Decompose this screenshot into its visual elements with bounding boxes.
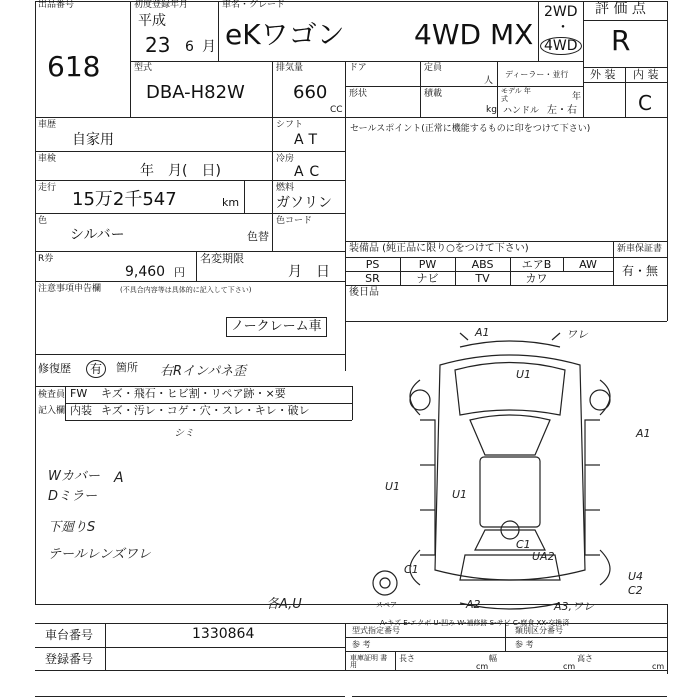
score-label: 評 価 点 — [595, 1, 646, 17]
mark-c1-center: C1 — [516, 538, 531, 551]
mark-c1-left: C1 — [404, 563, 419, 576]
interior-check-label: 内装 — [70, 404, 92, 417]
mark-a1-top: A1 — [475, 326, 490, 339]
mark-u1-left: U1 — [385, 480, 401, 493]
class-number-ref: 参 考 — [515, 640, 534, 649]
ac-label: 冷房 — [276, 154, 295, 164]
r-ticket-label: R券 — [38, 254, 54, 264]
repair-history-label: 修復歴 — [38, 362, 71, 375]
mark-a2: A2 — [466, 598, 481, 611]
interior-items: キズ・汚レ・コゲ・穴・スレ・キレ・破レ — [101, 404, 310, 417]
mark-ua2: UA2 — [532, 550, 555, 563]
color-value: シルバー — [70, 227, 125, 243]
inspection-label: 車検 — [38, 154, 57, 164]
drive-2wd: 2WD — [544, 4, 578, 20]
fuel-label: 燃料 — [276, 183, 295, 193]
width-unit: cm — [563, 662, 576, 671]
record-label: 記入欄 — [38, 406, 66, 416]
equip-aw: AW — [579, 258, 597, 271]
inspection-value: 年 月( 日) — [140, 163, 221, 179]
history-value: 自家用 — [72, 132, 114, 148]
garage-cert-label: 車庫証明 書 用 — [350, 654, 388, 669]
height-unit: cm — [652, 662, 665, 671]
width-label: 幅 — [489, 654, 497, 663]
interior-score: C — [638, 91, 652, 115]
kg-unit: kg — [486, 105, 497, 115]
registration-year: 23 — [145, 33, 171, 57]
dealer-label: ディーラー・並行 — [505, 70, 569, 79]
registration-number-label: 登録番号 — [45, 652, 94, 666]
mileage-value: 15万2千547 — [72, 189, 177, 210]
handwritten-dmirror: Dミラー — [48, 489, 98, 504]
shift-label: シフト — [276, 120, 304, 130]
mark-u4: U4 — [628, 570, 644, 583]
warranty-label: 新車保証書 — [617, 244, 663, 254]
equip-tv: TV — [475, 272, 490, 285]
overall-score: R — [611, 24, 631, 57]
registration-month: 6 — [185, 39, 194, 55]
drive-4wd-circled: 4WD — [540, 37, 582, 55]
type-spec-ref: 参 考 — [352, 640, 371, 649]
repaint-label: 色替 — [247, 230, 269, 243]
displacement-label: 排気量 — [276, 63, 304, 73]
equip-sr: SR — [365, 272, 380, 285]
equip-leather: カワ — [525, 272, 548, 285]
history-label: 車歴 — [38, 120, 57, 130]
fw-label: FW — [70, 387, 88, 400]
ac-value: AC — [294, 164, 326, 180]
mark-a1-right: A1 — [636, 427, 651, 440]
fuel-value: ガソリン — [276, 195, 332, 211]
height-label: 高さ — [577, 654, 593, 663]
person-unit: 人 — [484, 76, 494, 86]
shimi-note: シミ — [174, 428, 194, 439]
first-registration-label: 初度登録年月 — [134, 0, 189, 10]
inspector-label: 検査員 — [38, 390, 66, 400]
mark-a3-wa: A3,ワレ — [554, 600, 595, 613]
car-grade: 4WD MX — [414, 18, 534, 51]
handwritten-wcover: Wカバー — [48, 469, 100, 484]
cc-unit: CC — [330, 105, 343, 115]
yen-unit: 円 — [174, 266, 185, 279]
mark-u1-top: U1 — [516, 368, 532, 381]
km-unit: km — [222, 196, 240, 209]
aftermarket-label: 後日品 — [349, 287, 379, 298]
fw-items: キズ・飛石・ヒビ割・リペア跡・×要 — [101, 387, 286, 400]
equip-abs: ABS — [471, 258, 494, 271]
handwritten-underbody: 下廻りS — [48, 520, 96, 535]
shape-label: 形状 — [349, 89, 368, 99]
damage-legend: A-キズ E-エクボ U-凹み W-補修跡 S-サビ C-腐食 XX-交換済 — [380, 619, 570, 627]
selling-points-label: セールスポイント(正常に機能するものに印をつけて下さい) — [350, 124, 591, 134]
interior-label: 内 装 — [633, 68, 659, 81]
equip-navi: ナビ — [416, 272, 439, 285]
spare-label: スペア — [376, 601, 397, 609]
model-value: DBA-H82W — [146, 82, 245, 103]
handwritten-tail-lens: テールレンズワレ — [48, 547, 151, 562]
mark-u1-center: U1 — [452, 488, 468, 501]
exterior-label: 外 装 — [590, 68, 616, 81]
handwritten-a: A — [114, 470, 124, 486]
era-value: 平成 — [138, 13, 166, 29]
class-number-label: 類別区分番号 — [515, 626, 563, 635]
color-label: 色 — [38, 216, 48, 226]
repair-detail: 右Rインパネ歪 — [160, 364, 247, 379]
month-unit: 月 — [202, 39, 216, 55]
year-unit: 年 — [572, 92, 582, 102]
capacity-label: 定員 — [424, 63, 443, 73]
handle-label: ハンドル — [503, 106, 540, 116]
shift-value: AT — [294, 132, 324, 148]
lot-number: 618 — [47, 50, 101, 83]
handle-value: 左・右 — [547, 105, 577, 116]
car-name: eKワゴン — [225, 18, 345, 51]
r-ticket-value: 9,460 — [125, 264, 166, 280]
length-label: 長さ — [399, 654, 415, 663]
length-unit: cm — [476, 662, 489, 671]
type-spec-label: 型式指定番号 — [352, 626, 400, 635]
repair-history-value: 有 — [86, 360, 106, 378]
load-label: 積載 — [424, 89, 443, 99]
drive-separator: ・ — [556, 20, 570, 36]
equipment-label: 装備品 (純正品に限り○をつけて下さい) — [349, 243, 529, 254]
chassis-number: 1330864 — [192, 626, 255, 642]
displacement-value: 660 — [293, 82, 328, 103]
mark-c2: C2 — [628, 584, 643, 597]
name-change-value: 月 日 — [288, 264, 330, 280]
equip-airbag: エアB — [521, 258, 552, 271]
mileage-label: 走行 — [38, 183, 57, 193]
car-name-label: 車名・グレード — [222, 0, 286, 10]
model-label: 型式 — [134, 63, 153, 73]
chassis-label: 車台番号 — [45, 628, 94, 642]
notes-label: 注意事項申告欄 — [38, 284, 102, 294]
handwritten-each-au: 各A,U — [266, 597, 302, 612]
mark-wa-top: ワレ — [566, 328, 588, 341]
repair-place-label: 箇所 — [116, 361, 138, 374]
model-year-label: モデル 年式 — [501, 87, 531, 103]
notes-sub: (不具合内容等は具体的に記入して下さい) — [120, 286, 252, 294]
no-claim-stamp: ノークレーム車 — [226, 317, 327, 337]
door-label: ドア — [349, 63, 367, 73]
warranty-value: 有・無 — [622, 264, 659, 278]
lot-label: 出品番号 — [38, 0, 75, 10]
equip-pw: PW — [418, 258, 437, 271]
name-change-label: 名変期限 — [200, 252, 244, 265]
equip-ps: PS — [365, 258, 380, 271]
color-code-label: 色コード — [276, 216, 313, 226]
